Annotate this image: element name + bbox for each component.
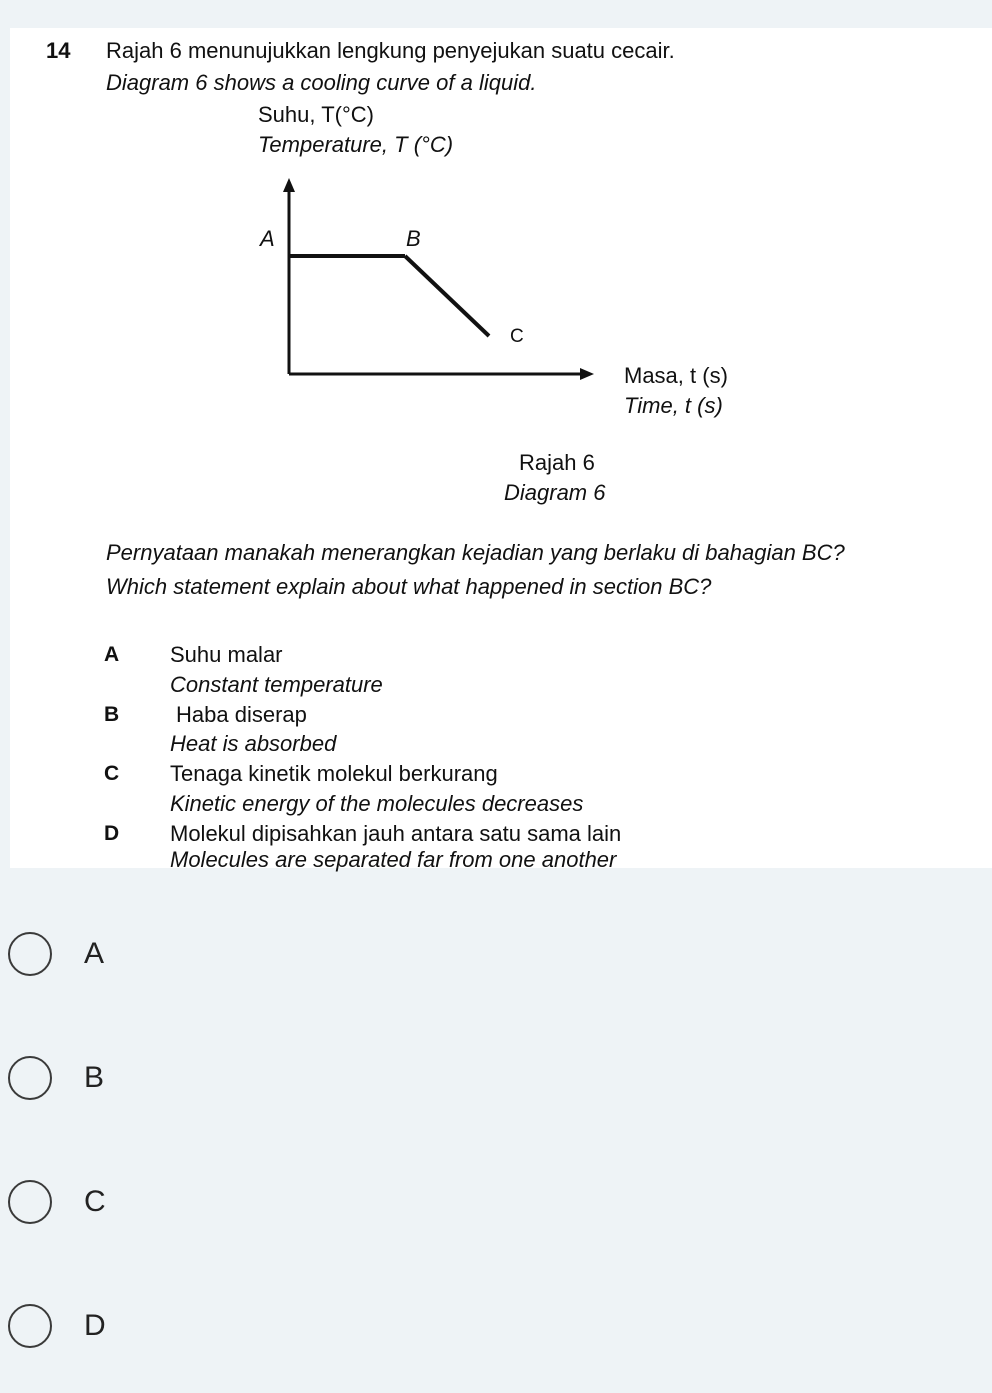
question-number: 14 bbox=[46, 38, 71, 63]
option-letter-b: B bbox=[104, 703, 120, 726]
question-stem-english: Diagram 6 shows a cooling curve of a liquid. bbox=[106, 70, 537, 95]
option-d-english: Molecules are separated far from one another bbox=[170, 847, 617, 872]
option-a-malay: Suhu malar bbox=[170, 642, 283, 667]
radio-button-d[interactable] bbox=[8, 1304, 52, 1348]
question-prompt-malay: Pernyataan manakah menerangkan kejadian yang berlaku di bahagian BC? bbox=[106, 540, 845, 565]
answer-choice-b[interactable] bbox=[8, 1053, 308, 1103]
option-b-malay: Haba diserap bbox=[176, 702, 307, 727]
point-label-a: A bbox=[260, 226, 275, 251]
point-label-c: C bbox=[510, 326, 524, 347]
radio-button-b[interactable] bbox=[8, 1056, 52, 1100]
x-axis-label-malay: Masa, t (s) bbox=[624, 363, 728, 388]
curve-segment-bc bbox=[405, 256, 489, 336]
answer-choice-a[interactable] bbox=[8, 929, 308, 979]
question-stem-malay: Rajah 6 menunujukkan lengkung penyejukan suatu cecair. bbox=[106, 38, 675, 63]
question-card bbox=[10, 28, 992, 872]
option-letter-a: A bbox=[104, 643, 120, 666]
diagram-caption-malay: Rajah 6 bbox=[519, 450, 595, 475]
question-prompt-english: Which statement explain about what happened in section BC? bbox=[106, 574, 712, 599]
option-c-malay: Tenaga kinetik molekul berkurang bbox=[170, 761, 498, 786]
point-label-b: B bbox=[406, 226, 421, 251]
y-axis-arrow bbox=[283, 178, 295, 192]
answer-choice-d-label: D bbox=[84, 1309, 106, 1342]
option-b-english: Heat is absorbed bbox=[170, 731, 337, 756]
answer-choice-c[interactable] bbox=[8, 1177, 308, 1227]
y-axis-label-malay: Suhu, T(°C) bbox=[258, 102, 374, 127]
option-letter-c: C bbox=[104, 762, 120, 785]
option-d-malay: Molekul dipisahkan jauh antara satu sama lain bbox=[170, 821, 622, 846]
diagram-caption-english: Diagram 6 bbox=[504, 480, 606, 505]
answer-choice-b-label: B bbox=[84, 1061, 105, 1094]
option-a-english: Constant temperature bbox=[170, 672, 383, 697]
x-axis-label-english: Time, t (s) bbox=[624, 393, 723, 418]
answer-choice-c-label: C bbox=[84, 1185, 106, 1218]
answer-choice-a-label: A bbox=[84, 937, 105, 970]
y-axis-label-english: Temperature, T (°C) bbox=[258, 132, 454, 157]
option-letter-d: D bbox=[104, 822, 120, 845]
radio-button-c[interactable] bbox=[8, 1180, 52, 1224]
option-c-english: Kinetic energy of the molecules decreases bbox=[170, 791, 584, 816]
cooling-curve-graph bbox=[10, 28, 992, 448]
radio-button-a[interactable] bbox=[8, 932, 52, 976]
answer-choice-d[interactable] bbox=[8, 1301, 308, 1351]
x-axis-arrow bbox=[580, 368, 594, 380]
